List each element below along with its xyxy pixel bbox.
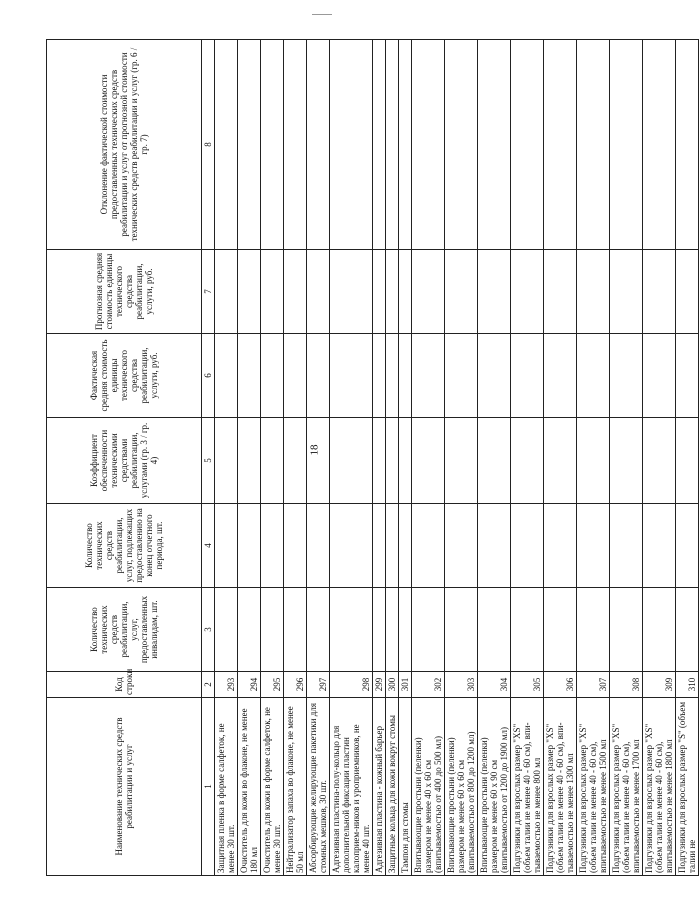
row-code-cell: 310 <box>676 672 699 698</box>
row-code-cell: 293 <box>215 672 238 698</box>
row-value-cell <box>676 250 699 334</box>
row-value-cell <box>643 504 676 588</box>
row-value-cell <box>284 250 307 334</box>
row-value-cell <box>610 40 643 250</box>
row-value-cell <box>215 418 238 504</box>
row-value-cell <box>577 418 610 504</box>
row-value-cell <box>577 250 610 334</box>
row-name-cell: Подгузники для взрослых размер "XS" (объем талии не менее 40 - 60 см), впитываемостью не менее 1800 мл <box>643 698 676 876</box>
row-value-cell <box>307 588 330 672</box>
row-value-cell <box>412 250 445 334</box>
row-value-cell <box>577 40 610 250</box>
page-top-mark <box>312 14 332 15</box>
page-number: 18 <box>308 444 321 456</box>
row-name-cell: Нейтрализатор запаха во флаконе, не менее 50 мл <box>284 698 307 876</box>
row-value-cell <box>544 250 577 334</box>
row-name-cell: Впитывающие простыни (пеленки) размером не менее 40 х 60 см (впитываемостью от 400 до 500 мл) <box>412 698 445 876</box>
row-value-cell <box>445 40 478 250</box>
row-value-cell <box>676 334 699 418</box>
table-row <box>373 40 386 876</box>
row-name-cell: Подгузники для взрослых размер "XS" (объем талии не менее 40 - 60 см), впитываемостью не менее 1500 мл <box>577 698 610 876</box>
row-value-cell <box>307 418 330 504</box>
row-value-cell <box>238 250 261 334</box>
row-value-cell <box>478 418 511 504</box>
row-value-cell <box>610 250 643 334</box>
row-name-cell: Тампон для стомы <box>399 698 412 876</box>
row-value-cell <box>215 504 238 588</box>
row-value-cell <box>412 334 445 418</box>
table-row <box>577 40 610 876</box>
row-code-cell: 307 <box>577 672 610 698</box>
row-value-cell <box>307 250 330 334</box>
header-due-count: Количество технических средств реабилитации, услуг, подлежащих предоставлению на конец отчетного периода, шт. <box>47 504 202 588</box>
column-number: 1 <box>202 698 215 876</box>
row-value-cell <box>544 588 577 672</box>
row-value-cell <box>261 418 284 504</box>
row-value-cell <box>610 504 643 588</box>
row-value-cell <box>238 504 261 588</box>
table-row <box>386 40 399 876</box>
row-code-cell: 297 <box>307 672 330 698</box>
row-value-cell <box>511 418 544 504</box>
column-number: 6 <box>202 334 215 418</box>
row-name-cell: Впитывающие простыни (пеленки) размером не менее 60 х 60 см (впитываемостью от 800 до 1200 мл) <box>445 698 478 876</box>
row-value-cell <box>373 250 386 334</box>
row-value-cell <box>215 250 238 334</box>
row-value-cell <box>330 334 373 418</box>
row-value-cell <box>445 334 478 418</box>
header-name: Наименование технических средств реабилитации и услуг <box>47 698 202 876</box>
rotated-table-container <box>46 40 697 876</box>
row-value-cell <box>373 504 386 588</box>
row-value-cell <box>386 588 399 672</box>
row-code-cell: 298 <box>330 672 373 698</box>
row-value-cell <box>215 334 238 418</box>
table-row <box>478 40 511 876</box>
row-value-cell <box>284 588 307 672</box>
row-value-cell <box>412 40 445 250</box>
row-value-cell <box>386 504 399 588</box>
table-row <box>284 40 307 876</box>
row-value-cell <box>330 250 373 334</box>
row-code-cell: 303 <box>445 672 478 698</box>
row-value-cell <box>478 504 511 588</box>
row-value-cell <box>261 504 284 588</box>
row-value-cell <box>238 588 261 672</box>
header-deviation: Отклонение фактической стоимости предоставленных технических средств реабилитации и услуг от прогнозной стоимости технических средств реабилитации и услуг (гр. 6 / гр. 7) <box>47 40 202 250</box>
row-code-cell: 306 <box>544 672 577 698</box>
row-value-cell <box>478 250 511 334</box>
row-value-cell <box>412 418 445 504</box>
table-row <box>330 40 373 876</box>
row-value-cell <box>676 40 699 250</box>
row-name-cell: Адгезивная пластина-полу-кольцо для дополнительной фиксации пластин калоприем-ников и уроприемников, не менее 40 шт. <box>330 698 373 876</box>
row-value-cell <box>284 418 307 504</box>
row-value-cell <box>399 418 412 504</box>
row-value-cell <box>330 588 373 672</box>
row-value-cell <box>399 250 412 334</box>
row-name-cell: Подгузники для взрослых размер "XS" (объем талии не менее 40 - 60 см), впи-тываемостью не менее 800 мл <box>511 698 544 876</box>
row-value-cell <box>511 504 544 588</box>
table-row <box>544 40 577 876</box>
row-name-cell: Подгузники для взрослых размер "S" (объем талии не <box>676 698 699 876</box>
row-value-cell <box>643 588 676 672</box>
row-value-cell <box>330 40 373 250</box>
row-value-cell <box>399 588 412 672</box>
header-forecast-cost: Прогнозная средняя стоимость единицы технического средства реабилитации, услуги, руб. <box>47 250 202 334</box>
row-value-cell <box>261 40 284 250</box>
row-value-cell <box>238 40 261 250</box>
row-code-cell: 294 <box>238 672 261 698</box>
row-value-cell <box>307 334 330 418</box>
row-code-cell: 302 <box>412 672 445 698</box>
row-code-cell: 299 <box>373 672 386 698</box>
row-code-cell: 296 <box>284 672 307 698</box>
table-row <box>412 40 445 876</box>
row-value-cell <box>215 588 238 672</box>
row-code-cell: 309 <box>643 672 676 698</box>
column-number: 7 <box>202 250 215 334</box>
column-number: 5 <box>202 418 215 504</box>
table-row <box>399 40 412 876</box>
column-number: 4 <box>202 504 215 588</box>
table-row <box>307 40 330 876</box>
row-value-cell <box>676 504 699 588</box>
row-code-cell: 301 <box>399 672 412 698</box>
row-value-cell <box>261 250 284 334</box>
header-actual-cost: Фактическая средняя стоимость единицы технического средства реабилитации, услуги, руб. <box>47 334 202 418</box>
column-number: 3 <box>202 588 215 672</box>
row-value-cell <box>511 588 544 672</box>
table-row <box>238 40 261 876</box>
row-value-cell <box>373 334 386 418</box>
row-value-cell <box>284 504 307 588</box>
row-code-cell: 295 <box>261 672 284 698</box>
row-name-cell: Очиститель для кожи во флаконе, не менее 180 мл <box>238 698 261 876</box>
row-value-cell <box>577 588 610 672</box>
row-value-cell <box>307 40 330 250</box>
row-value-cell <box>399 334 412 418</box>
row-value-cell <box>373 418 386 504</box>
row-value-cell <box>610 588 643 672</box>
row-value-cell <box>478 40 511 250</box>
header-provided-count: Количество технических средств реабилитации, услуг, предоставленных инвалидам, шт. <box>47 588 202 672</box>
row-name-cell: Впитывающие простыни (пеленки) размером не менее 60 х 90 см (впитываемостью от 1200 до 1900 мл) <box>478 698 511 876</box>
row-value-cell <box>478 334 511 418</box>
row-name-cell: Защитная пленка в форме салфеток, не менее 30 шт. <box>215 698 238 876</box>
table-row <box>643 40 676 876</box>
row-name-cell: Абсорбирующие желирующие пакетики для стомных мешков, 30 шт. <box>307 698 330 876</box>
row-value-cell <box>445 418 478 504</box>
table-row <box>445 40 478 876</box>
row-name-cell: Защитные кольца для кожи вокруг стомы <box>386 698 399 876</box>
row-value-cell <box>386 418 399 504</box>
row-value-cell <box>643 334 676 418</box>
row-value-cell <box>386 334 399 418</box>
row-value-cell <box>386 250 399 334</box>
table-row <box>261 40 284 876</box>
row-value-cell <box>261 588 284 672</box>
row-value-cell <box>511 250 544 334</box>
row-name-cell: Адгезивная пластина - кожный барьер <box>373 698 386 876</box>
row-value-cell <box>386 40 399 250</box>
tsr-report-table <box>46 39 699 876</box>
row-value-cell <box>238 418 261 504</box>
row-value-cell <box>307 504 330 588</box>
row-value-cell <box>544 40 577 250</box>
row-value-cell <box>544 418 577 504</box>
row-value-cell <box>373 588 386 672</box>
row-code-cell: 304 <box>478 672 511 698</box>
row-value-cell <box>373 40 386 250</box>
row-value-cell <box>445 250 478 334</box>
row-value-cell <box>544 504 577 588</box>
row-value-cell <box>412 504 445 588</box>
table-row <box>511 40 544 876</box>
header-row <box>47 40 202 876</box>
row-value-cell <box>610 334 643 418</box>
row-value-cell <box>643 250 676 334</box>
row-value-cell <box>676 418 699 504</box>
row-value-cell <box>284 40 307 250</box>
table-row <box>676 40 699 876</box>
row-value-cell <box>238 334 261 418</box>
row-value-cell <box>577 504 610 588</box>
row-value-cell <box>412 588 445 672</box>
row-value-cell <box>399 504 412 588</box>
row-code-cell: 308 <box>610 672 643 698</box>
column-number: 2 <box>202 672 215 698</box>
row-value-cell <box>544 334 577 418</box>
row-value-cell <box>261 334 284 418</box>
table-row <box>215 40 238 876</box>
row-value-cell <box>445 588 478 672</box>
row-value-cell <box>643 40 676 250</box>
row-name-cell: Подгузники для взрослых размер "XS" (объем талии не менее 40 - 60 см), впи-тываемостью не менее 1300 мл <box>544 698 577 876</box>
row-value-cell <box>330 418 373 504</box>
row-code-cell: 305 <box>511 672 544 698</box>
column-number-row <box>202 40 215 876</box>
row-code-cell: 300 <box>386 672 399 698</box>
row-value-cell <box>215 40 238 250</box>
table-row <box>610 40 643 876</box>
row-value-cell <box>330 504 373 588</box>
header-code: Код строки <box>47 672 202 698</box>
row-value-cell <box>284 334 307 418</box>
row-value-cell <box>399 40 412 250</box>
row-value-cell <box>643 418 676 504</box>
row-value-cell <box>511 40 544 250</box>
row-value-cell <box>511 334 544 418</box>
column-number: 8 <box>202 40 215 250</box>
row-value-cell <box>577 334 610 418</box>
row-value-cell <box>478 588 511 672</box>
row-value-cell <box>610 418 643 504</box>
row-name-cell: Очиститель для кожи в форме салфеток, не менее 30 шт. <box>261 698 284 876</box>
header-coverage-ratio: Коэффициент обеспеченности техническими средствами реабилитации, услугами (гр. 3 / гр. 4) <box>47 418 202 504</box>
row-value-cell <box>676 588 699 672</box>
row-name-cell: Подгузники для взрослых размер "XS" (объем талии не менее 40 - 60 см), впитываемостью не менее 1700 мл <box>610 698 643 876</box>
row-value-cell <box>445 504 478 588</box>
